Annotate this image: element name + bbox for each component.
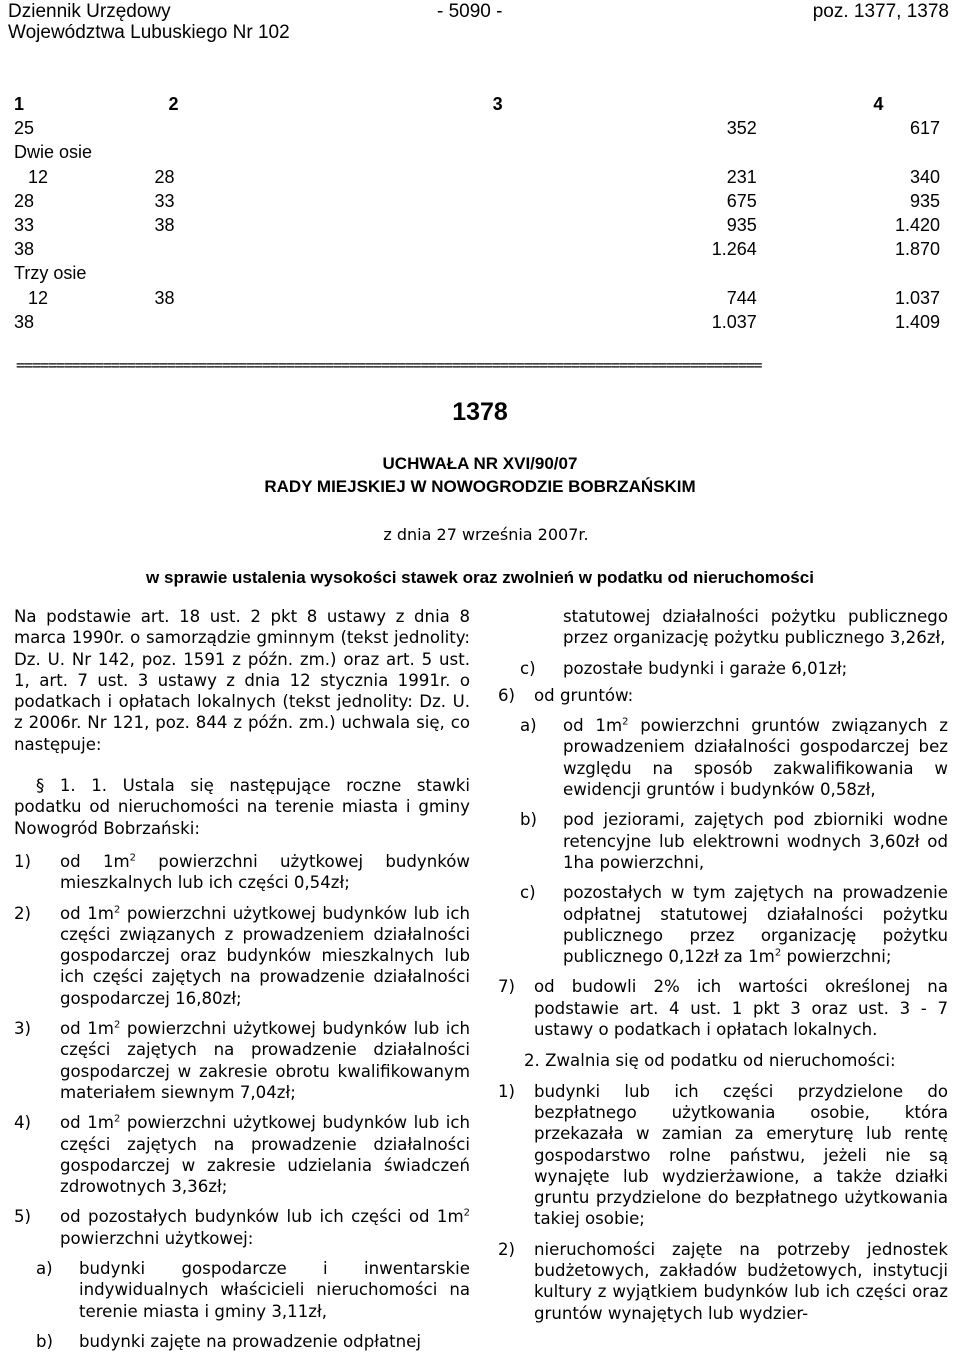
paragraph-2: 2. Zwalnia się od podatku od nieruchomości:	[524, 1051, 896, 1071]
table-cell: 38	[14, 239, 35, 260]
council-name: RADY MIEJSKIEJ W NOWOGRODZIE BOBRZAŃSKIM	[264, 477, 696, 496]
table-cell: 1.409	[894, 311, 940, 332]
table-row	[14, 310, 940, 334]
list-item: 2) nieruchomości zajęte na potrzeby jednostek budżetowych, zakładów budżetowych, instytucji kultury z wyjątkiem budynków lub ich części oraz gruntów wynajętych lub wydzier-	[498, 1239, 948, 1323]
document-number: 1378	[452, 398, 508, 426]
list-item: 1) budynki lub ich części przydzielone do bezpłatnego użytkowania osobie, która przekazała w zamian za emeryturę lub rentę gospodarstwo rolne państwu, jeżeli nie są wynajęte lub wydzierżawione, a także działki gruntu przydzielone do bezpłatnego użytkowania takiej osobie;	[498, 1081, 948, 1229]
table-cell: 617	[909, 118, 940, 139]
journal-subtitle: Województwa Lubuskiego Nr 102	[8, 22, 290, 43]
sub-list-item: c) pozostałych w tym zajętych na prowadzenie odpłatnej statutowej działalności pożytku publicznego przez organizację pożytku publicznego 0,12zł za $1m^2$ powierzchni;	[520, 883, 948, 967]
table-header-cell: 4	[873, 94, 884, 115]
table-cell: 38	[14, 311, 35, 332]
table-row	[14, 189, 940, 213]
table-cell: 1.037	[711, 311, 757, 332]
list-item: 7) od budowli 2% ich wartości określonej na podstawie art. 4 ust. 1 pkt 3 oraz ust. 3 - 7 ustawy o podatkach i opłatach lokalnych.	[498, 977, 948, 1040]
table-cell: 12	[28, 287, 49, 308]
sub-list-item: b) budynki zajęte na prowadzenie odpłatnej	[36, 1331, 421, 1351]
table-cell	[154, 237, 352, 261]
list-item: 5) od pozostałych budynków lub ich części od $1m^2$ powierzchni użytkowej:	[14, 1207, 470, 1248]
sub-list-item: c) pozostałe budynki i garaże 6,01zł;	[520, 658, 848, 678]
table-cell: 33	[154, 190, 175, 211]
table-cell: 38	[154, 287, 175, 308]
table-cell: 675	[726, 190, 757, 211]
table-cell: 935	[909, 190, 940, 211]
table-cell	[154, 310, 352, 334]
continued-text: statutowej działalności pożytku publicznego przez organizację pożytku publicznego 3,26zł,	[563, 607, 948, 648]
preamble: Na podstawie art. 18 ust. 2 pkt 8 ustawy z dnia 8 marca 1990r. o samorządzie gminnym (tekst jednolity: Dz. U. Nr 142, poz. 1591 z późn. zm.) oraz art. 5 ust. 1, art. 7 ust. 3 ustawy z dnia 12 stycznia 1991r. o podatkach i opłatach lokalnych (tekst jednolity: Dz. U. z 2006r. Nr 121, poz. 844 z późn. zm.) uchwala się, co następuje:	[14, 607, 470, 754]
journal-title: Dziennik Urzędowy	[8, 1, 171, 22]
table-cell: 28	[154, 166, 175, 187]
separator-line: ==============================================================================================	[16, 356, 762, 374]
table-cell	[154, 140, 352, 164]
table-cell: 1.420	[894, 215, 940, 236]
table-header-cell: 3	[492, 94, 503, 115]
resolution-date: z dnia 27 września 2007r.	[383, 525, 589, 544]
table-row	[14, 237, 940, 261]
table-row	[14, 261, 940, 285]
list-item: 2) od $1m^2$ powierzchni użytkowej budynków lub ich części związanych z prowadzeniem działalności gospodarczej oraz budynków mieszkalnych lub ich części zajętych na prowadzenie działalności gospodarczej 16,80zł;	[14, 903, 470, 1008]
table-cell	[154, 116, 352, 140]
table-cell: 340	[909, 166, 940, 187]
list-item: 6) od gruntów:	[498, 685, 634, 705]
table-cell: 28	[14, 190, 35, 211]
right-column	[498, 606, 948, 1324]
table-row	[14, 116, 940, 140]
table-cell: 1.037	[894, 287, 940, 308]
table-cell: 12	[28, 166, 49, 187]
list-item: 1) od $1m^2$ powierzchni użytkowej budynków mieszkalnych lub ich części 0,54zł;	[14, 851, 470, 893]
rates-table	[14, 92, 940, 334]
table-row	[14, 213, 940, 237]
table-cell: 33	[14, 215, 35, 236]
table-cell: Dwie osie	[14, 142, 93, 163]
table-cell: 935	[726, 215, 757, 236]
table-row	[14, 165, 940, 189]
table-cell: 38	[154, 215, 175, 236]
table-cell	[757, 261, 940, 285]
table-cell	[154, 261, 352, 285]
page-number: - 5090 -	[437, 1, 503, 22]
table-cell: 1.264	[711, 239, 757, 260]
sub-list-item: a) budynki gospodarcze i inwentarskie indywidualnych właścicieli nieruchomości na terenie miasta i gminy 3,11zł,	[36, 1259, 470, 1321]
table-cell: 744	[726, 287, 757, 308]
table-cell: 352	[726, 118, 757, 139]
table-cell	[353, 140, 757, 164]
table-cell: 231	[726, 166, 757, 187]
table-header-row	[14, 92, 940, 116]
table-cell: Trzy osie	[14, 263, 87, 284]
table-cell: 25	[14, 118, 35, 139]
left-column	[14, 606, 470, 1352]
paragraph-1: § 1. 1. Ustala się następujące roczne stawki podatku od nieruchomości na terenie miasta i gminy Nowogród Bobrzański:	[14, 776, 470, 838]
sub-list-item: a) od $1m^2$ powierzchni gruntów związanych z prowadzeniem działalności gospodarczej bez względu na sposób zakwalifikowania w ewidencji gruntów i budynków 0,58zł,	[520, 716, 948, 800]
resolution-title: UCHWAŁA NR XVI/90/07	[382, 454, 578, 473]
list-item: 3) od $1m^2$ powierzchni użytkowej budynków lub ich części zajętych na prowadzenie działalności gospodarczej w zakresie obrotu kwalifikowanym materiałem siewnym 7,04zł;	[14, 1019, 470, 1102]
table-row	[14, 286, 940, 310]
table-cell	[353, 261, 757, 285]
sub-list-item: b) pod jeziorami, zajętych pod zbiorniki wodne retencyjne lub elektrowni wodnych 3,60zł od 1ha powierzchni,	[520, 810, 948, 872]
table-row	[14, 140, 940, 164]
resolution-subject: w sprawie ustalenia wysokości stawek oraz zwolnień w podatku od nieruchomości	[146, 568, 814, 587]
table-header-cell: 1	[14, 94, 25, 115]
list-item: 4) od $1m^2$ powierzchni użytkowej budynków lub ich części zajętych na prowadzenie działalności gospodarczej w zakresie udzielania świadczeń zdrowotnych 3,36zł;	[14, 1113, 470, 1197]
table-header-cell: 2	[168, 94, 179, 115]
table-cell	[757, 140, 940, 164]
position-number: poz. 1377, 1378	[812, 1, 949, 22]
table-cell: 1.870	[894, 239, 940, 260]
